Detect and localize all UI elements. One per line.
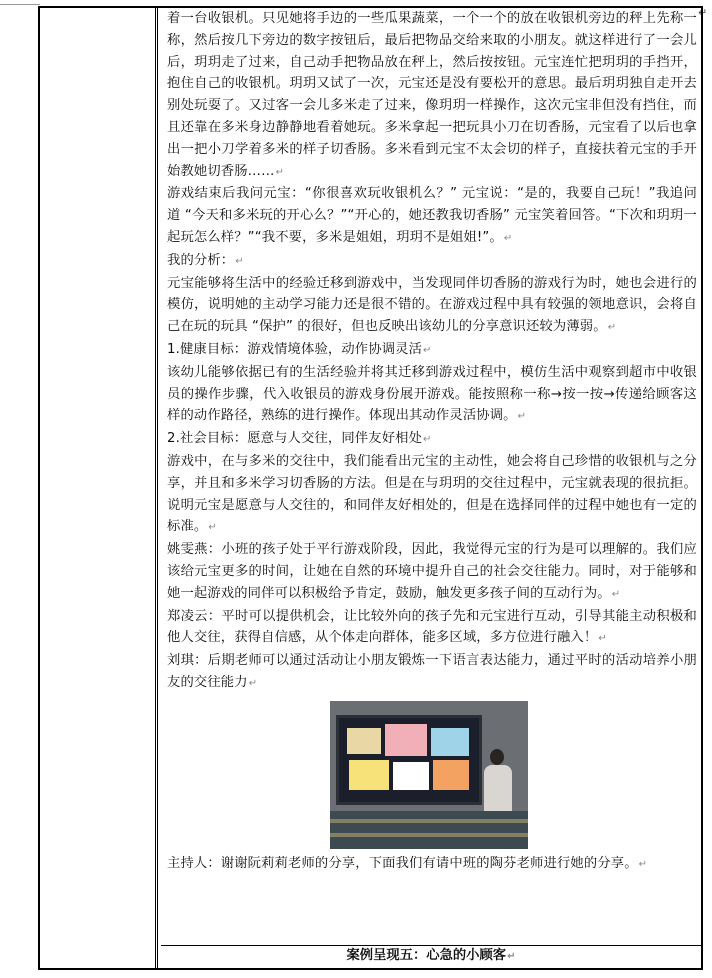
top-rule	[0, 4, 40, 5]
paragraph-mark: ↵	[275, 166, 285, 178]
paragraph-mark: ↵	[208, 522, 217, 534]
document-table	[38, 6, 703, 970]
paragraph-mark: ↵	[698, 6, 708, 19]
paragraph-text: 游戏结束后我问元宝：“你很喜欢玩收银机么？” 元宝说：“是的，我要自己玩！”我追问道 “今天和多米玩的开心么？”“开心的，她还教我切香肠” 元宝笑着回答。“下次和玥玥一起玩怎么样？”“我不要，多米是姐姐，玥玥不是姐姐!”。	[167, 186, 697, 245]
paragraph-analysis-heading	[167, 250, 697, 273]
paragraph-mark: ↵	[235, 255, 244, 267]
paragraph-observation	[167, 8, 697, 183]
paragraph-text: 刘琪：后期老师可以通过活动让小朋友锻炼一下语言表达能力，通过平时的活动培养小朋友的交往能力	[167, 653, 697, 690]
paragraph-text: 元宝能够将生活中的经验迁移到游戏中，当发现同伴切香肠的游戏行为时，她也会进行的模仿，说明她的主动学习能力还是很不错的。在游戏过程中具有较强的领地意识，会将自己在玩的玩具 “保护” 的很好，但也反映出该幼儿的分享意识还较为薄弱。	[167, 275, 697, 335]
paragraph-comment-yao	[167, 539, 697, 605]
paragraph-text: 该幼儿能够依据已有的生活经验并将其迁移到游戏过程中，模仿生活中观察到超市中收银员的操作步骤，代入收银员的游戏身份展开游戏。能按照称一称→按一按→传递给顾客这样的动作路径，熟练的进行操作。体现出其动作灵活协调。	[167, 364, 697, 424]
case-title-text: 案例呈现五：心急的小顾客	[346, 948, 507, 963]
paragraph-text: 着一台收银机。只见她将手边的一些瓜果蔬菜，一个一个的放在收银机旁边的秤上先称一称，然后按几下旁边的数字按钮后，最后把物品交给来取的小朋友。就这样进行了一会儿后，玥玥走了过来，自己动手把物品放在秤上，然后按按钮。元宝连忙把玥玥的手挡开，抱住自己的收银机。玥玥又试了一次，元宝还是没有要松开的意思。最后玥玥独自走开去别处玩耍了。又过客一会儿多米走了过来，像玥玥一样操作，这次元宝非但没有挡住，而且还靠在多米身边静静地看着她玩。多米拿起一把玩具小刀在切香肠，元宝看了以后也拿出一把小刀学着多米的样子切香肠。多米看到元宝不太会切的样子，直接扶着元宝的手开始教她切香肠……	[167, 11, 697, 179]
table-left-column	[40, 8, 158, 968]
paragraph-text: 郑凌云：平时可以提供机会，让比较外向的孩子先和元宝进行互动，引导其能主动积极和他人交往，获得自信感，从个体走向群体，能多区域，多方位进行融入！	[167, 608, 697, 646]
paragraph-comment-zheng	[167, 606, 697, 651]
paragraph-mark: ↵	[248, 677, 258, 689]
paragraph-social-detail	[167, 451, 697, 539]
paragraph-mark: ↵	[607, 322, 617, 334]
table-content-cell	[161, 8, 701, 968]
paragraph-text: 我的分析：	[167, 252, 235, 268]
paragraph-mark: ↵	[507, 951, 516, 962]
paragraph-mark: ↵	[638, 858, 648, 870]
paragraph-mark: ↵	[423, 434, 432, 446]
paragraph-dialogue	[167, 183, 697, 249]
paragraph-mark: ↵	[503, 232, 513, 244]
shelf-area	[330, 811, 528, 849]
paragraph-mark: ↵	[517, 411, 527, 423]
screen-display	[336, 715, 482, 805]
paragraph-mark: ↵	[611, 588, 621, 600]
case-title	[161, 946, 701, 967]
paragraph-text: 2.社会目标：愿意与人交往，同伴友好相处	[167, 431, 423, 447]
paragraph-host	[167, 853, 697, 876]
paragraph-text: 姚雯燕：小班的孩子处于平行游戏阶段，因此，我觉得元宝的行为是可以理解的。我们应该给元宝更多的时间，让她在自然的环境中提升自己的社会交往能力。同时，对于能够和她一起游戏的同伴可以积极给予肯定，鼓励，触发更多孩子间的互动行为。	[167, 542, 697, 601]
paragraph-analysis	[167, 273, 697, 339]
paragraph-comment-liu	[167, 650, 697, 695]
presentation-photo	[330, 701, 528, 849]
host-line: 主持人：谢谢阮莉莉老师的分享，下面我们有请中班的陶芬老师进行她的分享。	[167, 855, 638, 871]
paragraph-mark: ↵	[423, 344, 432, 356]
paragraph-text: 1.健康目标：游戏情境体验，动作协调灵活	[167, 341, 423, 357]
paragraph-text: 游戏中，在与多米的交往中，我们能看出元宝的主动性，她会将自己珍惜的收银机与之分享，并且和多米学习切香肠的方法。但是在与玥玥的交往过程中，元宝就表现的很抗拒。说明元宝是愿意与人交往的，和同伴友好相处的，但是在选择同伴的过程中她也有一定的标准。	[167, 453, 697, 535]
paragraph-mark: ↵	[598, 633, 607, 645]
paragraph-social-goal	[167, 428, 697, 451]
paragraph-health-goal	[167, 339, 697, 362]
paragraph-health-detail	[167, 362, 697, 428]
